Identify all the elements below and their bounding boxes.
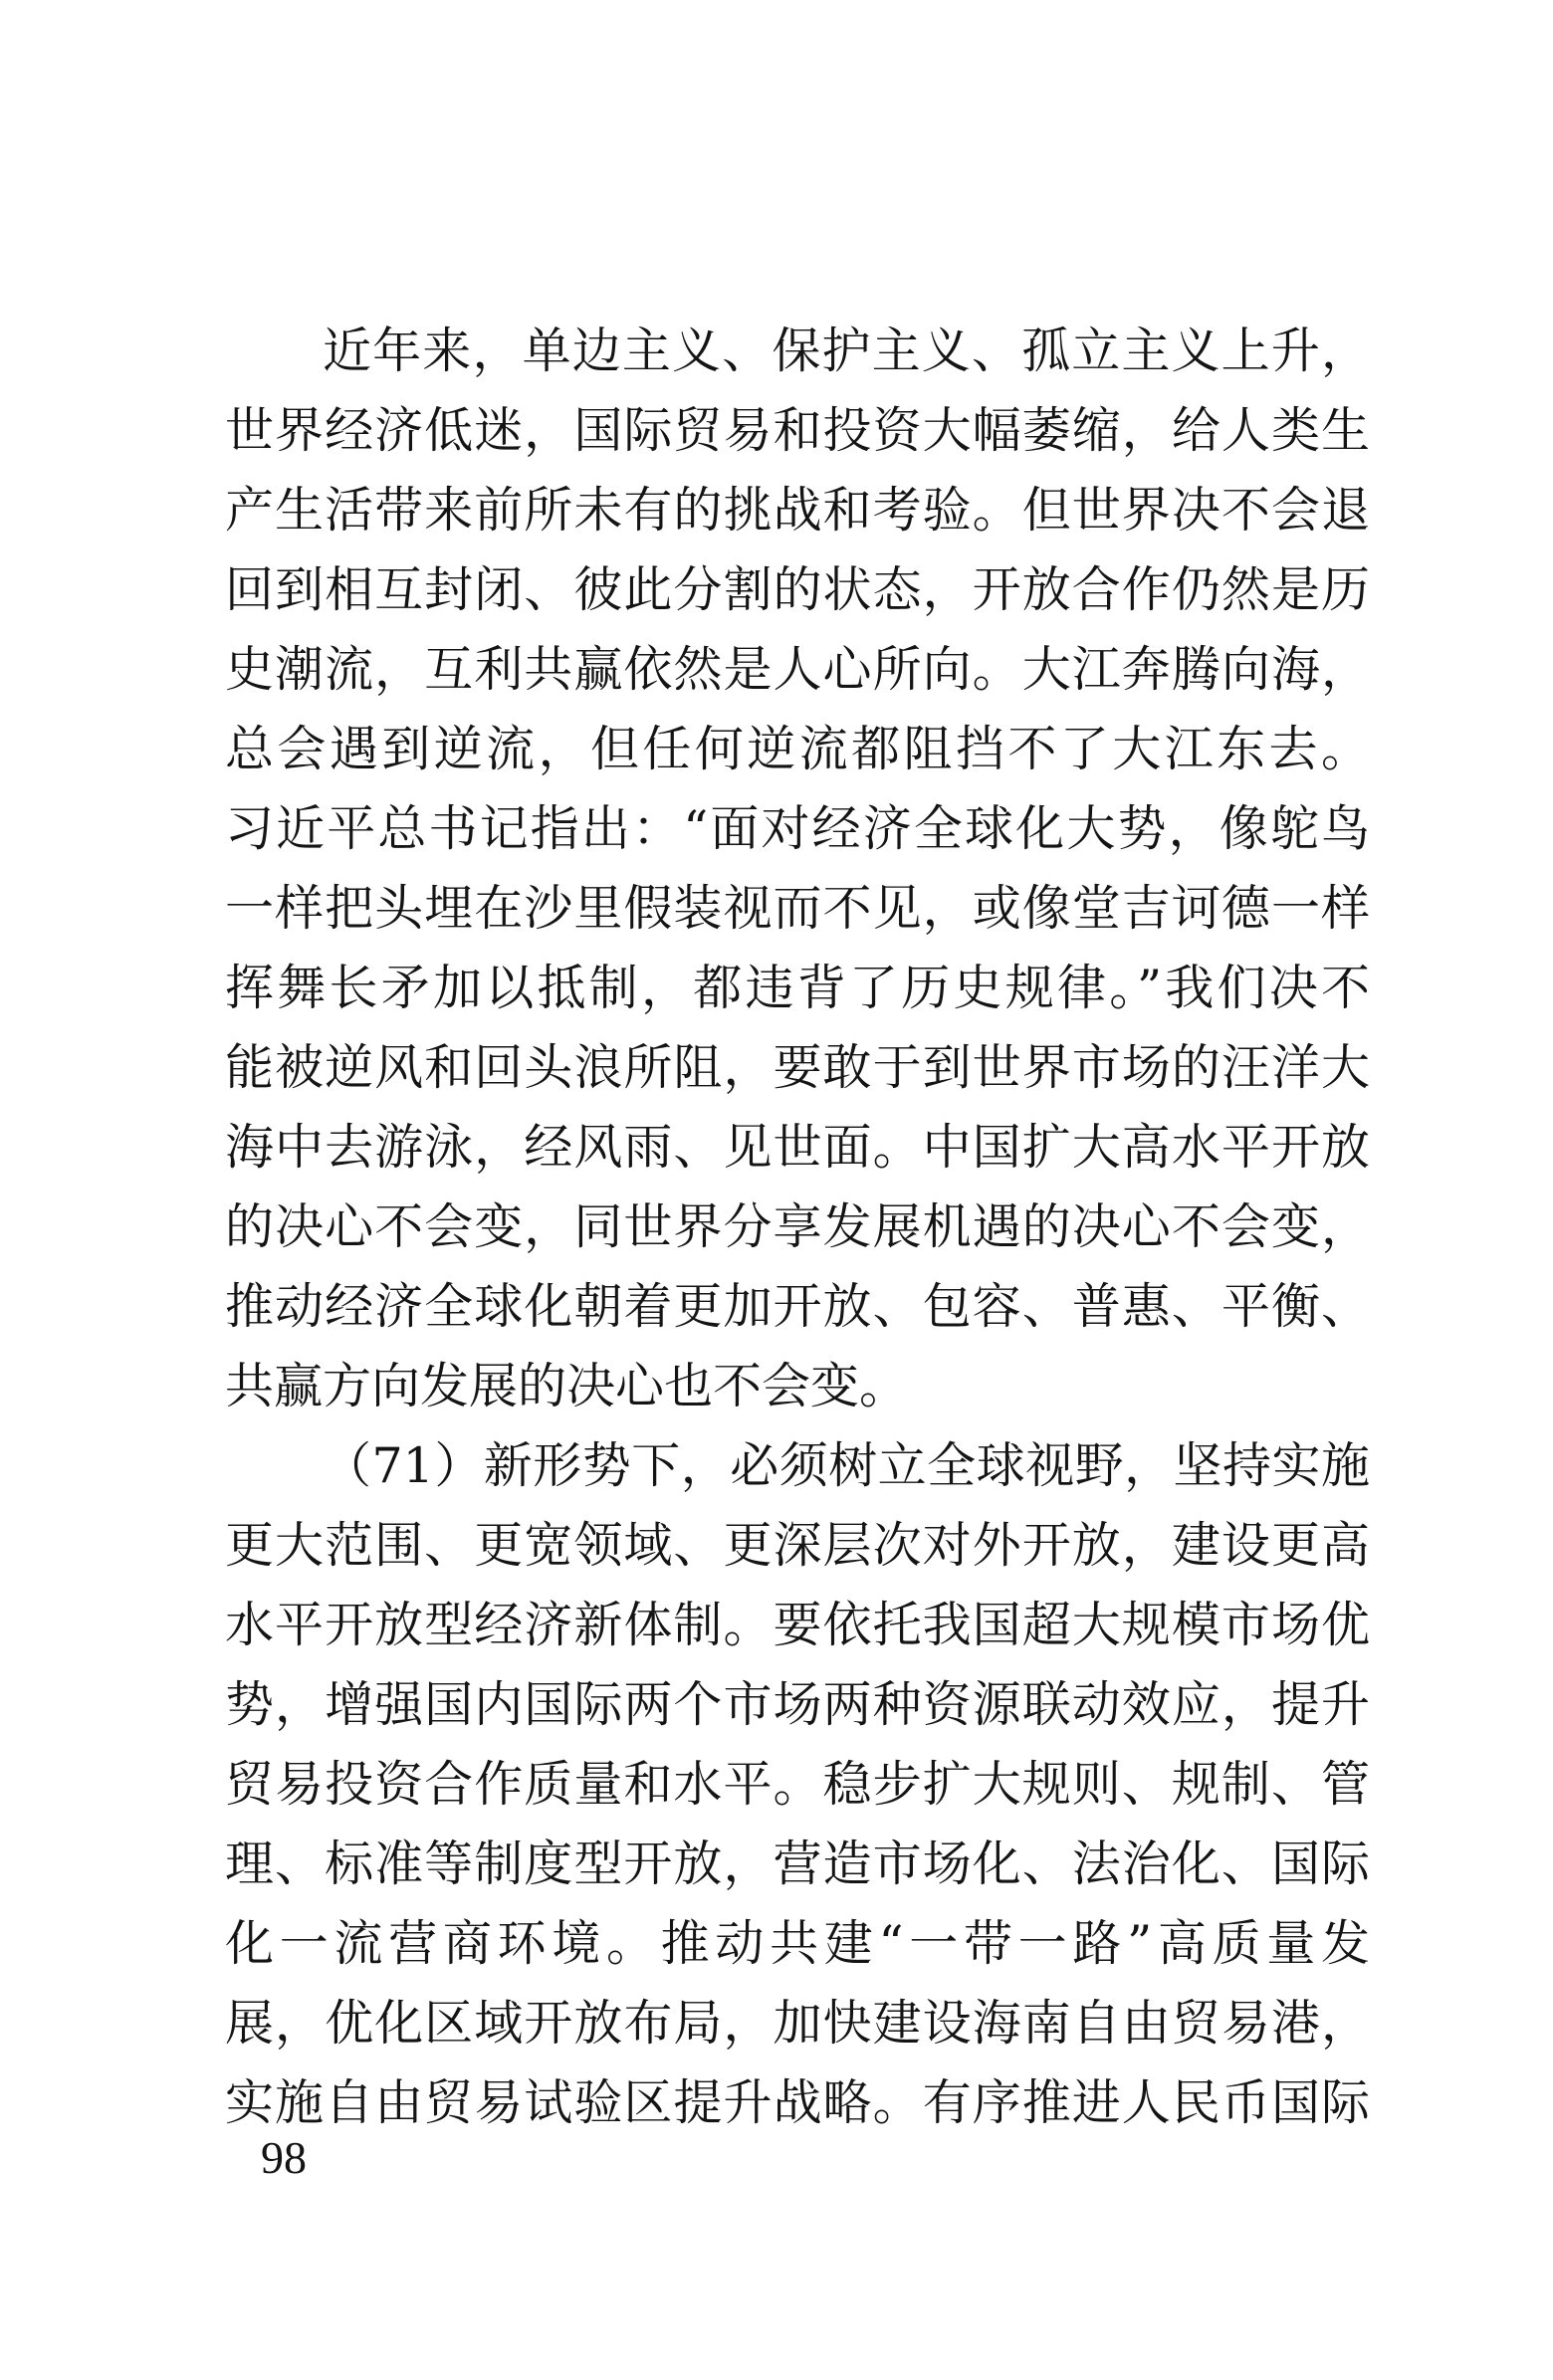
paragraph-2-line-2: 更大范围、更宽领域、更深层次对外开放，建设更高 xyxy=(225,1517,1370,1574)
paragraph-1-line-5: 史潮流，互利共赢依然是人心所向。大江奔腾向海， xyxy=(225,641,1370,698)
paragraph-2-line-7: 化一流营商环境。推动共建“一带一路”高质量发 xyxy=(225,1915,1370,1972)
paragraph-1-line-6: 总会遇到逆流，但任何逆流都阻挡不了大江东去。 xyxy=(225,721,1370,777)
paragraph-2-line-5: 贸易投资合作质量和水平。稳步扩大规则、规制、管 xyxy=(225,1756,1370,1813)
paragraph-1-line-2: 世界经济低迷，国际贸易和投资大幅萎缩，给人类生 xyxy=(225,402,1370,459)
paragraph-1-line-3: 产生活带来前所未有的挑战和考验。但世界决不会退 xyxy=(225,482,1370,539)
paragraph-2-line-4: 势，增强国内国际两个市场两种资源联动效应，提升 xyxy=(225,1676,1370,1733)
paragraph-1-line-1: 近年来，单边主义、保护主义、孤立主义上升， xyxy=(323,323,1370,379)
paragraph-2-line-6: 理、标准等制度型开放，营造市场化、法治化、国际 xyxy=(225,1836,1370,1892)
paragraph-2-line-8: 展，优化区域开放布局，加快建设海南自由贸易港， xyxy=(225,1995,1370,2052)
paragraph-2-line-3: 水平开放型经济新体制。要依托我国超大规模市场优 xyxy=(225,1597,1370,1653)
paragraph-1-line-9: 挥舞长矛加以抵制，都违背了历史规律。”我们决不 xyxy=(225,960,1370,1016)
paragraph-1-line-7: 习近平总书记指出：“面对经济全球化大势，像鸵鸟 xyxy=(225,800,1370,857)
paragraph-1-line-8: 一样把头埋在沙里假装视而不见，或像堂吉诃德一样 xyxy=(225,880,1370,937)
paragraph-1-line-10: 能被逆风和回头浪所阻，要敢于到世界市场的汪洋大 xyxy=(225,1039,1370,1096)
paragraph-2-line-9: 实施自由贸易试验区提升战略。有序推进人民币国际 xyxy=(225,2074,1370,2131)
paragraph-1-line-12: 的决心不会变，同世界分享发展机遇的决心不会变， xyxy=(225,1198,1370,1255)
page-number: 98 xyxy=(261,2132,307,2183)
paragraph-1-line-13: 推动经济全球化朝着更加开放、包容、普惠、平衡、 xyxy=(225,1278,1370,1335)
paragraph-1-line-11: 海中去游泳，经风雨、见世面。中国扩大高水平开放 xyxy=(225,1119,1370,1176)
paragraph-2-line-1: （71）新形势下，必须树立全球视野，坚持实施 xyxy=(323,1437,1370,1494)
paragraph-1-line-4: 回到相互封闭、彼此分割的状态，开放合作仍然是历 xyxy=(225,561,1370,618)
paragraph-1-line-14: 共赢方向发展的决心也不会变。 xyxy=(225,1358,909,1414)
